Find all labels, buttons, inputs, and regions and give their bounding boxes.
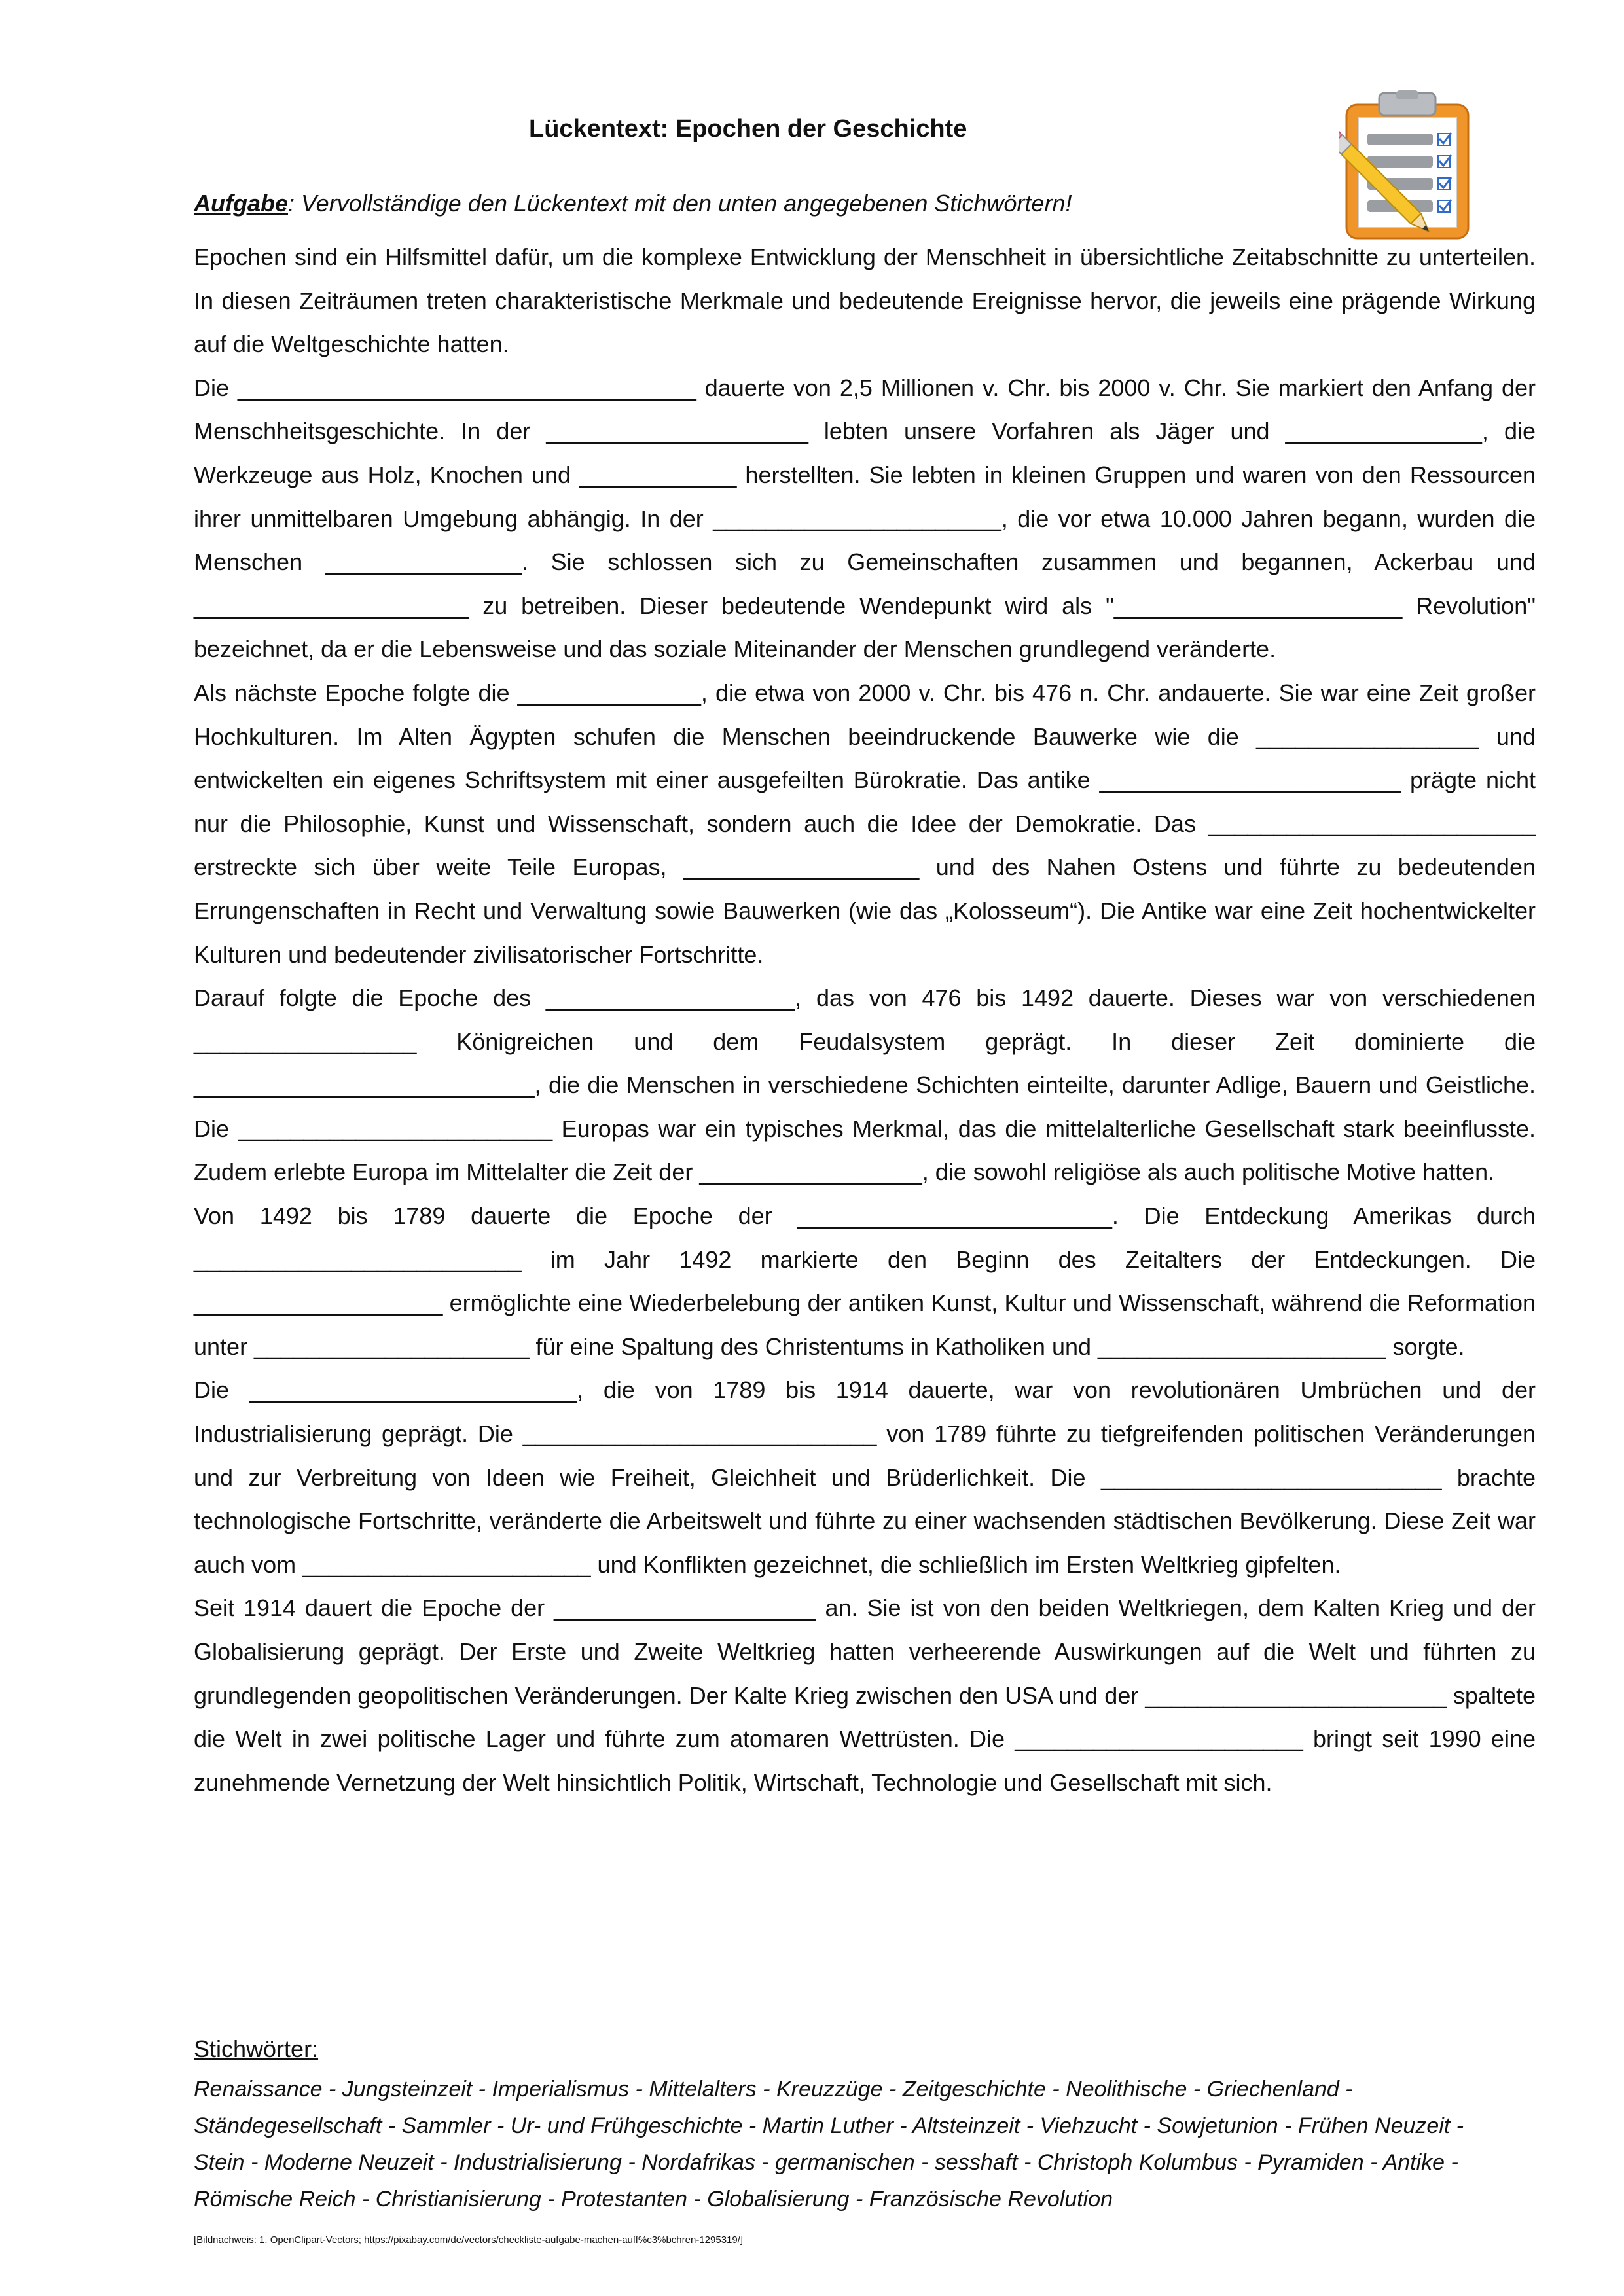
- keywords-list: [194, 2071, 1470, 2259]
- paragraph-zeitgeschichte: Seit 1914 dauert die Epoche der ____________________ an. Sie ist von den beiden Weltkriegen, dem Kalten Krieg und der Globalisierung geprägt. Der Erste und Zweite Weltkrieg hatten verheerende Auswirkungen auf die Welt und führten zu grundlegenden geopolitischen Veränderungen. Der Kalte Krieg zwischen den USA und der _______________________ spaltete die Welt in zwei politische Lager und führte zum atomaren Wettrüsten. Die ______________________ bringt seit 1990 eine zunehmende Vernetzung der Welt hinsichtlich Politik, Wirtschaft, Technologie und Gesellschaft mit sich.: [194, 1594, 1536, 1796]
- paragraph-intro: Epochen sind ein Hilfsmittel dafür, um die komplexe Entwicklung der Menschheit in übersichtliche Zeitabschnitte zu unterteilen. In diesen Zeiträumen treten charakteristische Merkmale und bedeutende Ereignisse hervor, die jeweils eine prägende Wirkung auf die Weltgeschichte hatten.: [194, 243, 1536, 358]
- cloze-text: [194, 236, 1536, 1804]
- clipboard-checklist-icon: [1339, 90, 1476, 241]
- paragraph-antike: Als nächste Epoche folgte die ______________, die etwa von 2000 v. Chr. bis 476 n. Chr. andauerte. Sie war eine Zeit großer Hochkulturen. Im Alten Ägypten schufen die Menschen beeindruckende Bauwerke wie die _________________ und entwickelten ein eigenes Schriftsystem mit einer ausgefeilten Bürokratie. Das antike _______________________ prägte nicht nur die Philosophie, Kunst und Wissenschaft, sondern auch die Idee der Demokratie. Das _________________________ erstreckte sich über weite Teile Europas, __________________ und des Nahen Ostens und führte zu bedeutenden Errungenschaften in Recht und Verwaltung sowie Bauwerken (wie das „Kolosseum“). Die Antike war eine Zeit hochentwickelter Kulturen und bedeutender zivilisatorischer Fortschritte.: [194, 679, 1536, 968]
- paragraph-mittelalter: Darauf folgte die Epoche des ___________________, das von 476 bis 1492 dauerte. Dieses war von verschiedenen _________________ Königreichen und dem Feudalsystem geprägt. In dieser Zeit dominierte die __________________________, die die Menschen in verschiedene Schichten einteilte, darunter Adlige, Bauern und Geistliche. Die ________________________ Europas war ein typisches Merkmal, das die mittelalterliche Gesellschaft stark beeinflusste. Zudem erlebte Europa im Mittelalter die Zeit der _________________, die sowohl religiöse als auch politische Motive hatten.: [194, 984, 1536, 1186]
- task-instruction: [194, 190, 1072, 217]
- keywords-heading: Stichwörter:: [194, 2036, 319, 2062]
- image-credit: [Bildnachweis: 1. OpenClipart-Vectors; https://pixabay.com/de/vectors/checkliste-aufgabe-machen-auff%c3%bchren-1295319/]: [194, 2234, 744, 2246]
- task-label: Aufgabe: [194, 190, 288, 217]
- paragraph-moderne-neuzeit: Die _________________________, die von 1789 bis 1914 dauerte, war von revolutionären Umbrüchen und der Industrialisierung geprägt. Die ___________________________ von 1789 führte zu tiefgreifenden politischen Veränderungen und zur Verbreitung von Ideen wie Freiheit, Gleichheit und Brüderlichkeit. Die __________________________ brachte technologische Fortschritte, veränderte die Arbeitswelt und führte zu einer wachsenden städtischen Bevölkerung. Diese Zeit war auch vom ______________________ und Konflikten gezeichnet, die schließlich im Ersten Weltkrieg gipfelten.: [194, 1376, 1536, 1578]
- task-text: : Vervollständige den Lückentext mit den unten angegebenen Stichwörtern!: [288, 190, 1072, 217]
- page-title: Lückentext: Epochen der Geschichte: [529, 115, 967, 143]
- keywords-text: Renaissance - Jungsteinzeit - Imperialismus - Mittelalters - Kreuzzüge - Zeitgeschichte - Neolithische - Griechenland - Ständegesellschaft - Sammler - Ur- und Frühgeschichte - Martin Luther - Altsteinzeit - Viehzucht - Sowjetunion - Frühen Neuzeit - Stein - Moderne Neuzeit - Industrialisierung - Nordafrikas - germanischen - sesshaft - Christoph Kolumbus - Pyramiden - Antike - Römische Reich - Christianisierung - Protestanten - Globalisierung - Französische Revolution: [194, 2077, 1464, 2212]
- paragraph-ur-und-fruehgeschichte: Die ___________________________________ dauerte von 2,5 Millionen v. Chr. bis 2000 v. Chr. Sie markiert den Anfang der Menschheitsgeschichte. In der ____________________ lebten unsere Vorfahren als Jäger und _______________, die Werkzeuge aus Holz, Knochen und ____________ herstellten. Sie lebten in kleinen Gruppen und waren von den Ressourcen ihrer unmittelbaren Umgebung abhängig. In der ______________________, die vor etwa 10.000 Jahren begann, wurden die Menschen _______________. Sie schlossen sich zu Gemeinschaften zusammen und begannen, Ackerbau und _____________________ zu betreiben. Dieser bedeutende Wendepunkt wird als "______________________ Revolution" bezeichnet, da er die Lebensweise und das soziale Miteinander der Menschen grundlegend veränderte.: [194, 374, 1536, 663]
- paragraph-fruehe-neuzeit: Von 1492 bis 1789 dauerte die Epoche der ________________________. Die Entdeckung Amerikas durch _________________________ im Jahr 1492 markierte den Beginn des Zeitalters der Entdeckungen. Die ___________________ ermöglichte eine Wiederbelebung der antiken Kunst, Kultur und Wissenschaft, während die Reformation unter _____________________ für eine Spaltung des Christentums in Katholiken und ______________________ sorgte.: [194, 1202, 1536, 1360]
